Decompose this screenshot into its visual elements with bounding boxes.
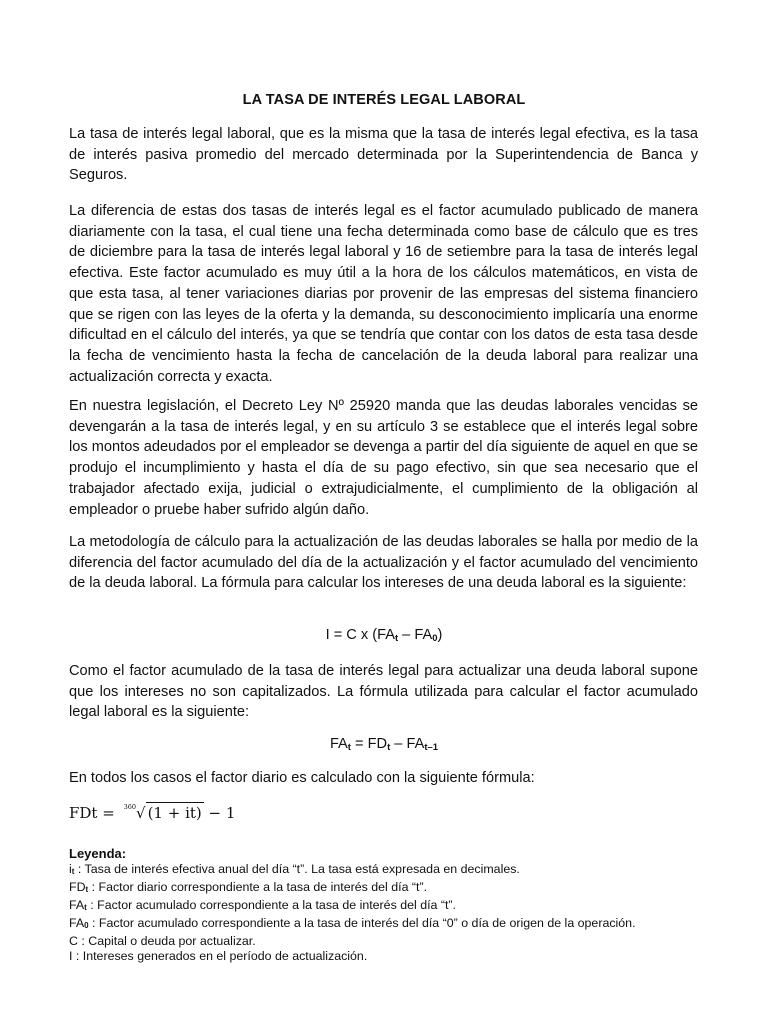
legend [69, 846, 698, 965]
legend-symbol: i [69, 861, 72, 876]
legend-description: : Factor diario correspondiente a la tasa de interés del día “t”. [88, 879, 428, 894]
formula1-mid: – FA [398, 627, 433, 643]
formula1-lhs: I = C x (FA [325, 627, 395, 643]
paragraph-5: Como el factor acumulado de la tasa de interés legal para actualizar una deuda laboral supone que los intereses no son capitalizados. La fórmula utilizada para calcular el factor acumulado legal laboral es la siguiente: [69, 663, 698, 721]
legend-title: Leyenda: [69, 846, 127, 861]
legend-symbol-sub: t [84, 902, 87, 912]
accumulated-factor-formula [0, 736, 768, 753]
formula2-sub-t2: t [387, 742, 391, 753]
formula2-sub-t-1: t–1 [424, 742, 439, 753]
formula3-tail: − 1 [203, 804, 236, 822]
formula1-sub-0: 0 [432, 633, 438, 644]
legend-symbol: FA [69, 915, 85, 930]
legend-item-fat [69, 898, 698, 916]
paragraph-6: En todos los casos el factor diario es calculado con la siguiente fórmula: [69, 770, 535, 786]
legend-symbol: FD [69, 879, 86, 894]
legend-symbol-sub: 0 [84, 920, 89, 930]
legend-symbol-sub: t [71, 866, 75, 876]
legend-description: : Tasa de interés efectiva anual del día “t”. La tasa está expresada en decimales. [74, 861, 520, 876]
formula3-root-index: 360 [123, 803, 136, 811]
formula1-end: ) [437, 627, 443, 643]
formula2-sub-t: t [347, 742, 351, 753]
legend-symbol-sub: t [85, 884, 89, 894]
formula2-eq: = FD [350, 736, 388, 752]
formula1-sub-t: t [394, 633, 399, 644]
radical-icon: √ [136, 804, 146, 822]
paragraph-2: La diferencia de estas dos tasas de interés legal es el factor acumulado publicado de manera diariamente con la tasa, el cual tiene una fecha determinada como base de cálculo que es tres de diciembre para la tasa de interés legal laboral y 16 de setiembre para la tasa de interés legal efectiva. Este factor acumulado es muy útil a la hora de los cálculos matemáticos, en vista de que esta tasa, al tener variaciones diarias por provenir de las empresas del sistema financiero que se rigen con las leyes de la oferta y la demanda, su desconocimiento implicaría una enorme dificultad en el cálculo del interés, ya que se tendría que contar con los datos de esta tasa desde la fecha de vencimiento hasta la fecha de cancelación de la deuda laboral para realizar una actualización correcta y exacta. [69, 203, 698, 385]
formula2-mid: – FA [390, 736, 425, 752]
legend-item-i [69, 949, 698, 965]
paragraph-1: La tasa de interés legal laboral, que es la misma que la tasa de interés legal efectiva, es la tasa de interés pasiva promedio del mercado determinada por la Superintendencia de Banca y Seguros. [69, 126, 698, 184]
formula2-lhs: FA [329, 736, 348, 752]
legend-description: : Factor acumulado correspondiente a la tasa de interés del día “0” o día de origen de la operación. [88, 915, 636, 930]
paragraph-4: La metodología de cálculo para la actualización de las deudas laborales se halla por medio de la diferencia del factor acumulado del día de la actualización y el factor acumulado del vencimiento de la deuda laboral. La fórmula para calcular los intereses de una deuda laboral es la siguiente: [69, 534, 698, 592]
formula3-lhs: FDt = [69, 804, 120, 822]
paragraph-3: En nuestra legislación, el Decreto Ley Nº 25920 manda que las deudas laborales vencidas se devengarán a la tasa de interés legal, y en su artículo 3 se establece que el interés legal sobre los montos adeudados por el empleador se devenga a partir del día siguiente de aquel en que se produjo el incumplimiento y hasta el día de su pago efectivo, sin que sea necesario que el trabajador afectado exija, judicial o extrajudicialmente, el cumplimiento de la obligación al empleador o pruebe haber sufrido algún daño. [69, 398, 698, 518]
legend-item-fa0 [69, 916, 698, 934]
legend-description: : Intereses generados en el período de actualización. [72, 949, 368, 964]
legend-symbol: C [69, 933, 78, 948]
daily-factor-formula [69, 803, 235, 822]
legend-symbol: FA [69, 897, 85, 912]
formula3-radicand: (1 + it) [147, 804, 202, 822]
document-title: LA TASA DE INTERÉS LEGAL LABORAL [242, 92, 526, 108]
legend-item-c [69, 934, 698, 950]
legend-symbol: I [69, 949, 73, 964]
interest-formula [0, 627, 768, 644]
legend-item-fdt [69, 880, 698, 898]
legend-description: : Capital o deuda por actualizar. [77, 933, 256, 948]
legend-item-it [69, 862, 698, 880]
legend-description: : Factor acumulado correspondiente a la tasa de interés del día “t”. [86, 897, 456, 912]
